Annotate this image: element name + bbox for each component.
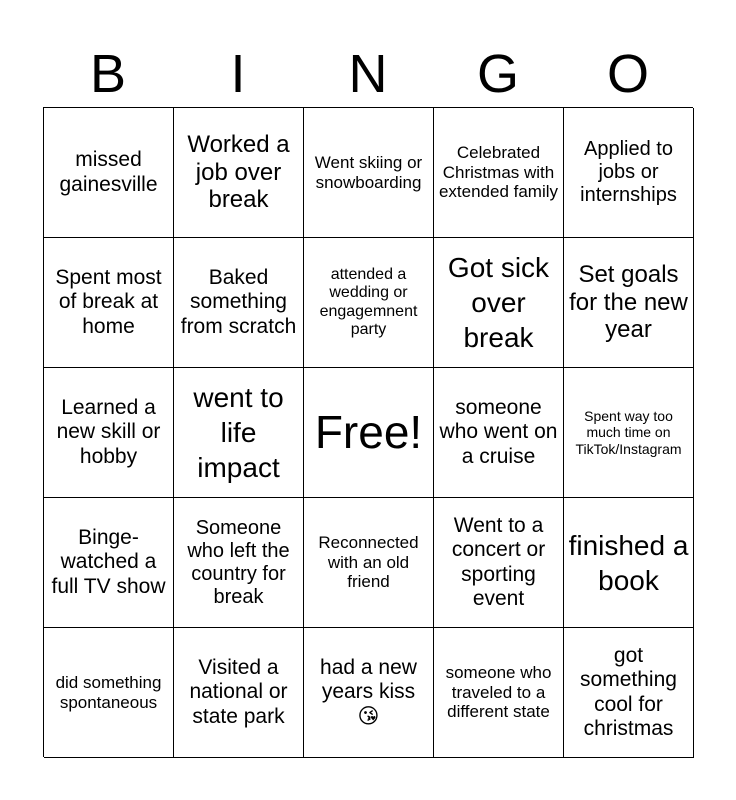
bingo-cell[interactable] <box>44 628 174 758</box>
header-letter-b: B <box>89 44 127 104</box>
cell-text: finished a book <box>568 529 689 596</box>
bingo-cell[interactable] <box>564 368 694 498</box>
cell-text: Binge-watched a full TV show <box>51 526 166 598</box>
cell-text: Learned a new skill or hobby <box>56 396 161 468</box>
bingo-cell[interactable] <box>434 238 564 368</box>
cell-text: got something cool for christmas <box>580 644 677 740</box>
bingo-cell[interactable] <box>174 628 304 758</box>
cell-text: Set goals for the new year <box>569 261 688 344</box>
cell-text: Someone who left the country for break <box>187 516 290 608</box>
bingo-cell[interactable] <box>434 368 564 498</box>
cell-text: Celebrated Christmas with extended family <box>438 143 559 202</box>
cell-text: Went skiing or snowboarding <box>314 152 423 192</box>
header-letter-o: O <box>606 44 649 104</box>
cell-text: attended a wedding or engagemnent party <box>319 265 418 338</box>
bingo-cell[interactable] <box>564 108 694 238</box>
cell-text: Spent most of break at home <box>55 266 162 338</box>
bingo-cell[interactable] <box>44 498 174 628</box>
cell-text: went to life impact <box>193 382 284 483</box>
bingo-header <box>43 40 693 108</box>
cell-text: Got sick over break <box>447 252 550 353</box>
cell-text: someone who traveled to a different state <box>445 663 552 722</box>
bingo-cell[interactable] <box>304 238 434 368</box>
bingo-cell[interactable] <box>174 368 304 498</box>
bingo-cell[interactable] <box>304 498 434 628</box>
bingo-cell[interactable] <box>434 628 564 758</box>
cell-text: Reconnected with an old friend <box>318 533 419 592</box>
cell-text: did something spontaneous <box>55 672 162 712</box>
bingo-cell[interactable] <box>304 628 434 758</box>
cell-text: Visited a national or state park <box>189 656 288 728</box>
bingo-cell[interactable] <box>44 108 174 238</box>
free-space-text: Free! <box>314 406 423 459</box>
bingo-cell[interactable] <box>434 108 564 238</box>
cell-text: Baked something from scratch <box>180 266 297 338</box>
bingo-cell[interactable] <box>564 498 694 628</box>
cell-text: Went to a concert or sporting event <box>451 514 546 610</box>
bingo-cell[interactable] <box>174 238 304 368</box>
header-letter-i: I <box>230 44 246 104</box>
bingo-cell[interactable] <box>174 498 304 628</box>
free-space-cell[interactable] <box>304 368 434 498</box>
cell-text: Spent way too much time on TikTok/Instagram <box>575 408 682 457</box>
bingo-cell[interactable] <box>304 108 434 238</box>
cell-text: Worked a job over break <box>187 131 290 214</box>
bingo-cell[interactable] <box>174 108 304 238</box>
bingo-board <box>43 107 693 757</box>
cell-text: had a new years kiss 😘 <box>320 656 417 728</box>
bingo-cell[interactable] <box>564 238 694 368</box>
cell-text: missed gainesville <box>59 148 158 196</box>
bingo-cell[interactable] <box>564 628 694 758</box>
bingo-cell[interactable] <box>44 368 174 498</box>
cell-text: someone who went on a cruise <box>439 396 558 468</box>
bingo-cell[interactable] <box>44 238 174 368</box>
cell-text: Applied to jobs or internships <box>580 138 677 206</box>
header-letter-n: N <box>348 44 388 104</box>
header-letter-g: G <box>476 44 519 104</box>
bingo-cell[interactable] <box>434 498 564 628</box>
